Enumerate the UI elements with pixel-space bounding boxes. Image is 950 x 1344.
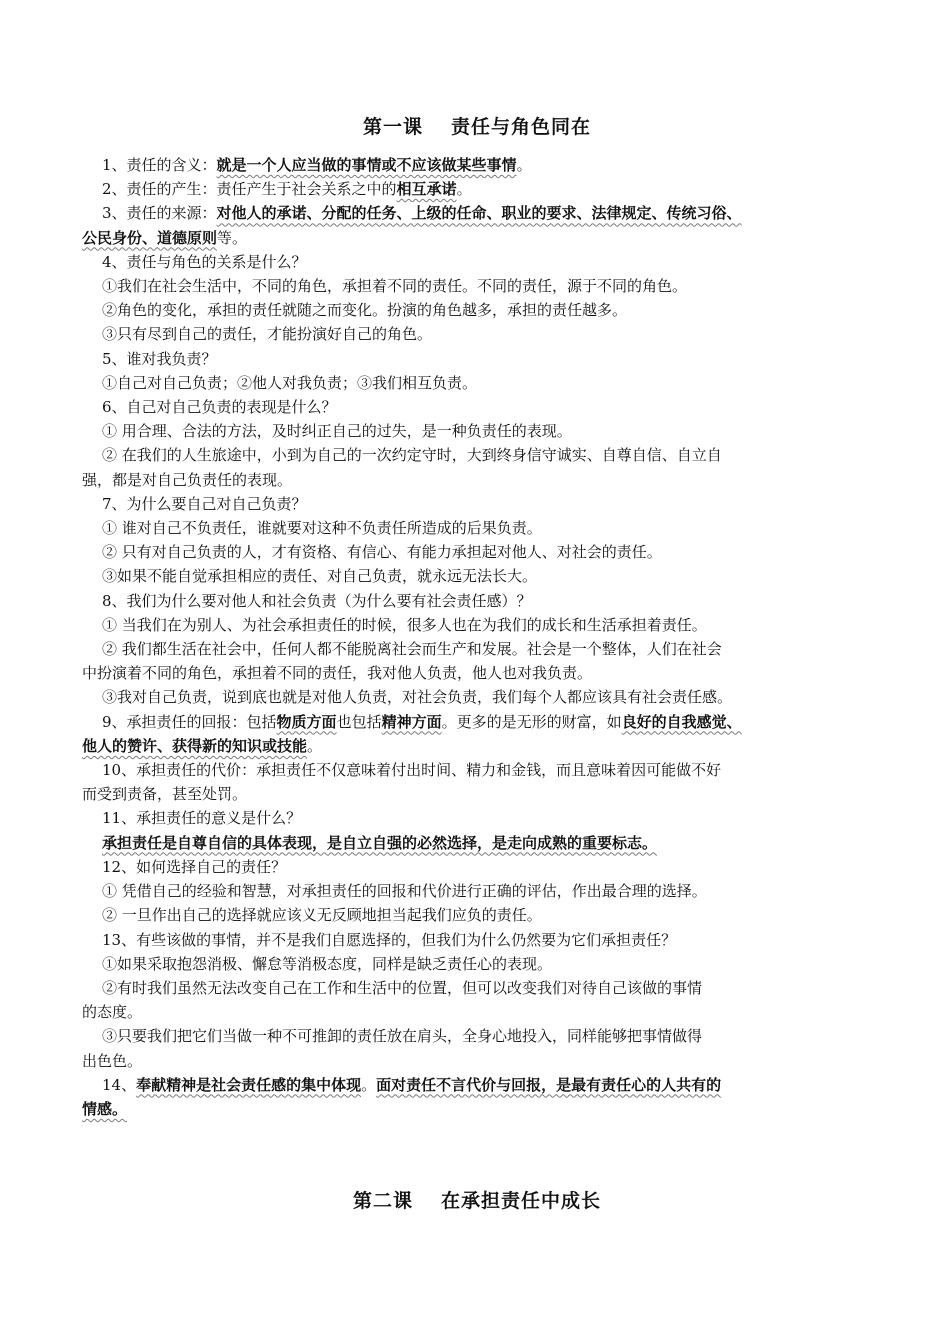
emphasis-text: 相互承诺	[396, 180, 457, 199]
answer-5: ①自己对自己负责；②他人对我负责；③我们相互负责。	[102, 373, 478, 392]
answer-8-3: ③我对自己负责，说到底也就是对他人负责，对社会负责，我们每个人都应该具有社会责任感。	[102, 688, 733, 707]
answer-4-1: ①我们在社会生活中，不同的角色，承担着不同的责任。不同的责任，源于不同的角色。	[102, 277, 688, 296]
question-4: 4、责任与角色的关系是什么？	[102, 252, 307, 271]
emphasis-text: 精神方面	[381, 712, 442, 731]
question-5: 5、谁对我负责？	[102, 349, 217, 368]
lesson-1-title	[82, 112, 872, 139]
answer-8-2-continued: 中扮演着不同的角色，承担着不同的责任，我对他人负责，他人也对我负责。	[82, 664, 593, 683]
answer-6-2-continued: 强，都是对自己负责任的表现。	[82, 470, 293, 489]
question-12: 12、如何选择自己的责任？	[102, 857, 287, 876]
answer-4-3: ③只有尽到自己的责任，才能扮演好自己的角色。	[102, 325, 433, 344]
emphasis-text: 他人的赞许、获得新的知识或技能	[82, 736, 308, 755]
answer-7-2: ② 只有对自己负责的人，才有资格、有信心、有能力承担起对他人、对社会的责任。	[102, 543, 662, 562]
item-9-continued: 他人的赞许、获得新的知识或技能。	[82, 736, 323, 755]
emphasis-text: 承担责任是自尊自信的具体表现，是自立自强的必然选择，是走向成熟的重要标志。	[102, 833, 658, 852]
item-10-costs: 10、承担责任的代价：承担责任不仅意味着付出时间、精力和金钱，而且意味着因可能做不好	[102, 761, 722, 780]
answer-6-2: ② 在我们的人生旅途中，小到为自己的一次约定守时，大到终身信守诚实、自尊自信、自立自	[102, 446, 722, 465]
emphasis-text: 物质方面	[276, 712, 337, 731]
emphasis-text: 公民身份、道德原则	[82, 228, 218, 247]
answer-13-1: ①如果采取抱怨消极、懈怠等消极态度，同样是缺乏责任心的表现。	[102, 954, 553, 973]
answer-6-1: ① 用合理、合法的方法，及时纠正自己的过失，是一种负责任的表现。	[102, 422, 572, 441]
item-3-responsibility-sources: 3、责任的来源：对他人的承诺、分配的任务、上级的任命、职业的要求、法律规定、传统习俗、	[102, 204, 742, 223]
answer-13-3-continued: 出色色。	[82, 1051, 143, 1070]
answer-13-2: ②有时我们虽然无法改变自己在工作和生活中的位置，但可以改变我们对待自己该做的事情	[102, 978, 703, 997]
answer-12-1: ① 凭借自己的经验和智慧，对承担责任的回报和代价进行正确的评估，作出最合理的选择。	[102, 882, 707, 901]
item-14-continued	[82, 1097, 872, 1121]
item-10-continued: 而受到责备，甚至处罚。	[82, 785, 248, 804]
question-6: 6、自己对自己负责的表现是什么？	[102, 398, 337, 417]
question-11: 11、承担责任的意义是什么？	[102, 809, 302, 828]
answer-8-1: ① 当我们在为别人、为社会承担责任的时候，很多人也在为我们的成长和生活承担着责任。	[102, 615, 707, 634]
answer-13-3: ③只要我们把它们当做一种不可推卸的责任放在肩头，全身心地投入，同样能够把事情做得	[102, 1027, 703, 1046]
question-13: 13、有些该做的事情，并不是我们自愿选择的，但我们为什么仍然要为它们承担责任？	[102, 930, 677, 949]
item-2-responsibility-origin: 2、责任的产生：责任产生于社会关系之中的相互承诺。	[102, 180, 472, 199]
lesson-1-number: 第一课	[362, 116, 423, 138]
emphasis-text: 就是一个人应当做的事情或不应该做某些事情	[216, 156, 517, 174]
lesson-1-name: 责任与角色同在	[451, 116, 592, 138]
document-page	[82, 112, 872, 1212]
answer-4-2: ②角色的变化，承担的责任就随之而变化。扮演的角色越多，承担的责任越多。	[102, 301, 628, 320]
emphasis-text: 良好的自我感觉、	[621, 712, 742, 731]
question-7: 7、为什么要自己对自己负责？	[102, 494, 307, 513]
lesson-2-number: 第二课	[352, 1190, 413, 1212]
emphasis-text: 对他人的承诺、分配的任务、上级的任命、职业的要求、法律规定、传统习俗、	[216, 204, 742, 223]
item-9-rewards: 9、承担责任的回报：包括物质方面也包括精神方面。更多的是无形的财富，如良好的自我感觉、	[102, 712, 742, 731]
answer-7-1: ① 谁对自己不负责任，谁就要对这种不负责任所造成的后果负责。	[102, 519, 542, 538]
lesson-2-name: 在承担责任中成长	[441, 1190, 602, 1212]
answer-11	[82, 831, 872, 855]
answer-8-2: ② 我们都生活在社会中，任何人都不能脱离社会而生产和发展。社会是一个整体，人们在社会	[102, 640, 722, 659]
emphasis-text: 面对责任不言代价与回报，是最有责任心的人共有的	[376, 1075, 722, 1094]
lesson-2-title	[82, 1186, 872, 1213]
item-1-responsibility-meaning: 1、责任的含义：就是一个人应当做的事情或不应该做某些事情。	[102, 156, 532, 174]
item-14-dedication: 14、奉献精神是社会责任感的集中体现。面对责任不言代价与回报，是最有责任心的人共有的	[102, 1075, 722, 1094]
answer-7-3: ③如果不能自觉承担相应的责任、对自己负责，就永远无法长大。	[102, 567, 538, 586]
item-3-continued: 公民身份、道德原则等。	[82, 228, 248, 247]
answer-12-2: ② 一旦作出自己的选择就应该义无反顾地担当起我们应负的责任。	[102, 906, 542, 925]
emphasis-text: 情感。	[82, 1099, 128, 1118]
question-8: 8、我们为什么要对他人和社会负责（为什么要有社会责任感）？	[102, 591, 532, 610]
emphasis-text: 奉献精神是社会责任感的集中体现	[136, 1075, 362, 1094]
answer-13-2-continued: 的态度。	[82, 1003, 143, 1022]
